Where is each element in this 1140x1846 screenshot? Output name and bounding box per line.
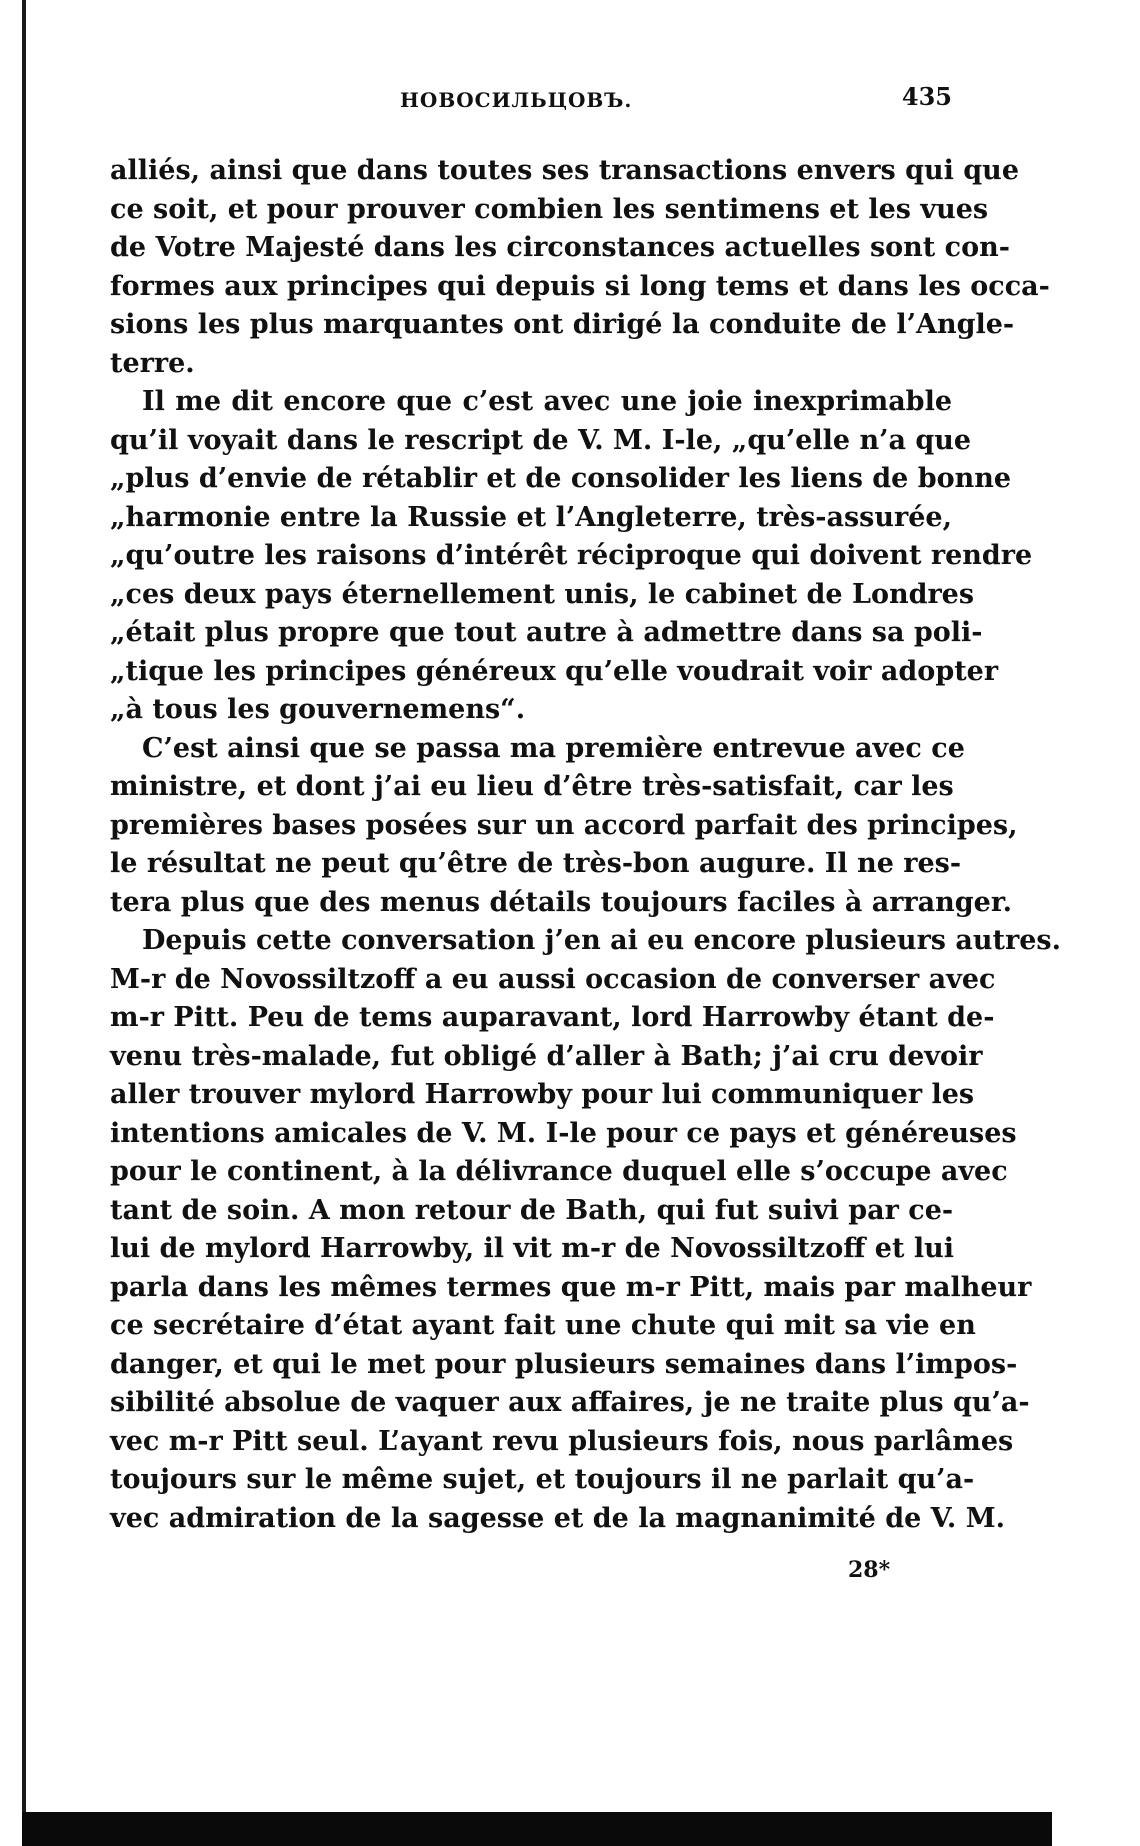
text-line: ministre, et dont j’ai eu lieu d’être très-satisfait, car les <box>110 771 954 802</box>
text-line: sions les plus marquantes ont dirigé la conduite de l’Angle- <box>110 309 1015 340</box>
text-line: de Votre Majesté dans les circonstances actuelles sont con- <box>110 232 1010 263</box>
text-line: premières bases posées sur un accord parfait des principes, <box>110 809 1018 841</box>
text-line: „était plus propre que tout autre à admettre dans sa poli- <box>110 617 983 648</box>
text-line: M-r de Novossiltzoff a eu aussi occasion de converser avec <box>110 963 996 995</box>
page-edge-line <box>22 0 26 1846</box>
text-line: ce secrétaire d’état ayant fait une chute qui mit sa vie en <box>110 1310 976 1341</box>
text-line: qu’il voyait dans le rescript de V. M. I-le, „qu’elle n’a que <box>110 424 972 456</box>
text-line: lui de mylord Harrowby, il vit m-r de Novossiltzoff et lui <box>110 1233 954 1264</box>
text-line: danger, et qui le met pour plusieurs semaines dans l’impos- <box>110 1348 1018 1380</box>
text-line: tant de soin. A mon retour de Bath, qui fut suivi par ce- <box>110 1194 954 1226</box>
text-line: „harmonie entre la Russie et l’Angleterre, très-assurée, <box>110 501 952 533</box>
signature-mark: 28* <box>848 1557 891 1583</box>
text-line: alliés, ainsi que dans toutes ses transactions envers qui que <box>110 155 1019 186</box>
text-line: tera plus que des menus détails toujours faciles à arranger. <box>110 886 1012 918</box>
text-line: terre. <box>110 347 195 379</box>
text-line: vec m-r Pitt seul. L’ayant revu plusieurs fois, nous parlâmes <box>110 1425 1014 1457</box>
text-line: Il me dit encore que c’est avec une joie inexprimable <box>142 386 952 417</box>
text-line: C’est ainsi que se passa ma première entrevue avec ce <box>142 732 965 764</box>
text-line: parla dans les mêmes termes que m-r Pitt, mais par malheur <box>110 1271 1032 1303</box>
body-text <box>110 152 1061 1538</box>
text-line: „qu’outre les raisons d’intérêt réciproque qui doivent rendre <box>110 540 1033 571</box>
text-line: „ces deux pays éternellement unis, le cabinet de Londres <box>110 578 975 610</box>
text-line: Depuis cette conversation j’en ai eu encore plusieurs autres. <box>142 925 1061 956</box>
text-line: intentions amicales de V. M. I-le pour ce pays et généreuses <box>110 1117 1017 1149</box>
text-line: vec admiration de la sagesse et de la magnanimité de V. M. <box>110 1502 1005 1534</box>
text-line: formes aux principes qui depuis si long tems et dans les occa- <box>110 270 1050 302</box>
text-line: „à tous les gouvernemens“. <box>110 694 526 725</box>
text-line: aller trouver mylord Harrowby pour lui communiquer les <box>110 1079 975 1110</box>
text-line: le résultat ne peut qu’être de très-bon augure. Il ne res- <box>110 848 962 879</box>
text-line: ce soit, et pour prouver combien les sentimens et les vues <box>110 193 989 225</box>
text-line: „tique les principes généreux qu’elle voudrait voir adopter <box>110 655 999 687</box>
text-line: pour le continent, à la délivrance duquel elle s’occupe avec <box>110 1156 1008 1187</box>
text-line: toujours sur le même sujet, et toujours il ne parlait qu’a- <box>110 1464 975 1495</box>
page-number: 435 <box>901 82 952 111</box>
running-head: НОВОСИЛЬЦОВЪ. <box>400 88 633 112</box>
text-line: sibilité absolue de vaquer aux affaires, je ne traite plus qu’a- <box>110 1387 1030 1418</box>
text-line: m-r Pitt. Peu de tems auparavant, lord Harrowby étant de- <box>110 1002 995 1033</box>
text-line: „plus d’envie de rétablir et de consolider les liens de bonne <box>110 463 1012 494</box>
page-header <box>110 82 952 118</box>
scan-footer-bar <box>22 1812 1052 1846</box>
text-line: venu très-malade, fut obligé d’aller à Bath; j’ai cru devoir <box>110 1040 983 1072</box>
